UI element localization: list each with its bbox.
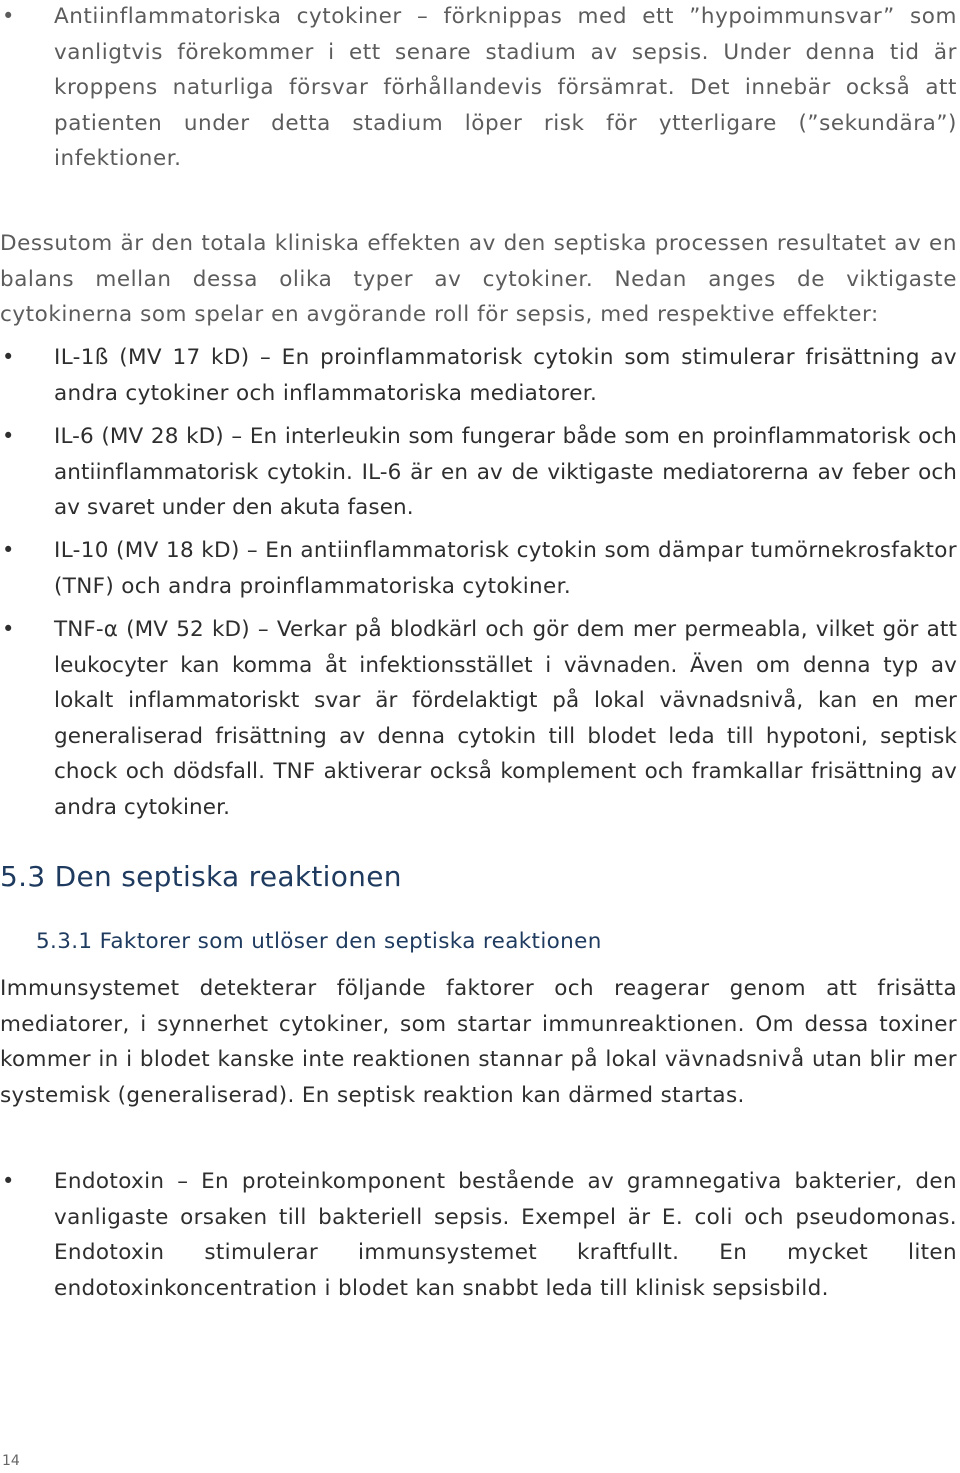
bullet-text-il10: IL-10 (MV 18 kD) – En antiinflammatorisk cytokin som dämpar tumörnekrosfaktor (TNF) och andra proinflammatoriska cytokiner. bbox=[54, 538, 957, 599]
intro-paragraph bbox=[0, 226, 957, 333]
bullet-marker: • bbox=[2, 1169, 15, 1193]
bullet-marker: • bbox=[2, 4, 15, 28]
intro-paragraph-part2: Nedan anges de viktigaste cytokinerna som spelar en avgörande roll för sepsis, med respektive effekter: bbox=[0, 266, 957, 327]
bullet-text-il1b: IL-1ß (MV 17 kD) – En proinflammatorisk cytokin som stimulerar frisättning av andra cytokiner och inflammatoriska mediatorer. bbox=[54, 345, 957, 406]
intro-paragraph-part1: Dessutom är den totala kliniska effekten av den septiska processen resultatet av en balans mellan dessa olika typer av cytokiner. bbox=[0, 231, 957, 292]
page-number: 14 bbox=[2, 1453, 20, 1469]
bullet-marker: • bbox=[2, 345, 15, 369]
bullet-text-il6: IL-6 (MV 28 kD) – En interleukin som fungerar både som en proinflammatorisk och antiinflammatorisk cytokin. IL-6 är en av de viktigaste mediatorerna av feber och av svaret under den akuta fasen. bbox=[54, 424, 957, 520]
bullet-text-endotoxin: Endotoxin – En proteinkomponent bestående av gramnegativa bakterier, den vanligaste orsaken till bakteriell sepsis. Exempel är E. coli och pseudomonas. Endotoxin stimulerar immunsystemet kraftfullt. En mycket liten endotoxinkoncentration i blodet kan snabbt leda till klinisk sepsisbild. bbox=[54, 1169, 957, 1301]
bullet-marker: • bbox=[2, 424, 15, 448]
subsection-heading: 5.3.1 Faktorer som utlöser den septiska reaktionen bbox=[36, 929, 602, 954]
bullet-marker: • bbox=[2, 617, 15, 641]
section-heading: 5.3 Den septiska reaktionen bbox=[0, 860, 402, 893]
bullet-marker: • bbox=[2, 538, 15, 562]
bullet-text-tnf-alpha: TNF-α (MV 52 kD) – Verkar på blodkärl och gör dem mer permeabla, vilket gör att leukocyter kan komma åt infektionsstället i vävnaden. Även om denna typ av lokalt inflammatoriskt svar är fördelaktigt på lokal vävnadsnivå, kan en mer generaliserad frisättning av denna cytokin till blodet leda till hypotoni, septisk chock och dödsfall. TNF aktiverar också komplement och framkallar frisättning av andra cytokiner. bbox=[54, 617, 957, 820]
subsection-paragraph: Immunsystemet detekterar följande faktorer och reagerar genom att frisätta mediatorer, i synnerhet cytokiner, som startar immunreaktionen. Om dessa toxiner kommer in i blodet kanske inte reaktionen stannar på lokal vävnadsnivå utan blir mer systemisk (generaliserad). En septisk reaktion kan därmed startas. bbox=[0, 976, 957, 1108]
bullet-text-antiinflammatory: Antiinflammatoriska cytokiner – förknippas med ett ”hypoimmunsvar” som vanligtvis förekommer i ett senare stadium av sepsis. Under denna tid är kroppens naturliga försvar förhållandevis försämrat. Det innebär också att patienten under detta stadium löper risk för ytterligare (”sekundära”) infektioner. bbox=[54, 4, 957, 171]
